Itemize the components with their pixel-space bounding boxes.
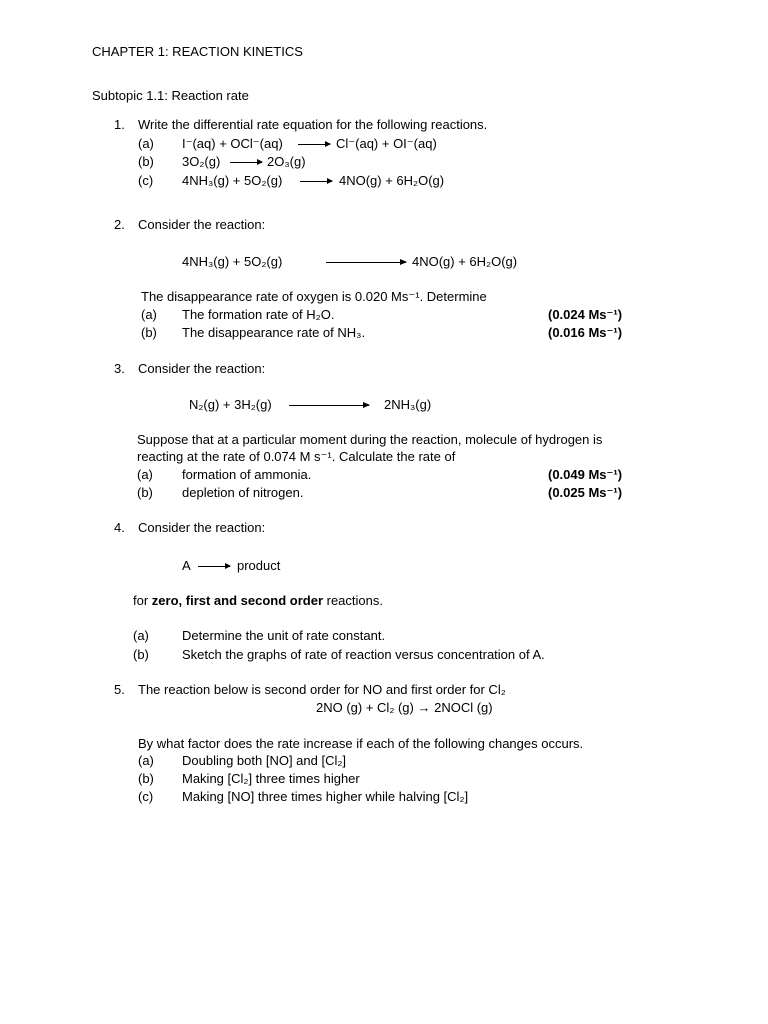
subtopic-title: Subtopic 1.1: Reaction rate [92,88,249,103]
part-label: (b) [138,771,154,786]
question-number: 4. [114,520,125,535]
question-number: 2. [114,217,125,232]
part-label: (a) [141,307,157,322]
part-text: The disappearance rate of NH₃. [182,325,366,340]
answer: (0.049 Ms⁻¹) [548,467,623,482]
question-intro-line1: Suppose that at a particular moment during the reaction, molecule of hydrogen is [137,432,603,447]
item-label: (a) [138,136,154,151]
reactants: 4NH₃(g) + 5O₂(g) [182,254,283,269]
item-label: (b) [138,154,154,169]
item-label: (c) [138,173,154,188]
reaction-arrow [298,144,330,145]
question-number: 3. [114,361,125,376]
part-text: Making [NO] three times higher while halving [Cl₂] [182,789,469,804]
reaction-arrow [326,262,406,263]
part-text: Doubling both [NO] and [Cl₂] [182,753,347,768]
question-text: Consider the reaction: [138,361,266,376]
reactants: I⁻(aq) + OCl⁻(aq) [182,136,283,151]
products: 2NH₃(g) [384,397,432,412]
part-label: (b) [141,325,157,340]
product: product [237,558,281,573]
part-text: Determine the unit of rate constant. [182,628,386,643]
question-text: Write the differential rate equation for the following reactions. [138,117,488,132]
part-label: (a) [137,467,153,482]
part-label: (a) [133,628,149,643]
reaction-arrow [300,181,332,182]
question-intro: By what factor does the rate increase if each of the following changes occurs. [138,736,584,751]
part-text: depletion of nitrogen. [182,485,304,500]
reaction-order-note: for zero, first and second order reactions. [133,593,383,608]
question-intro: The disappearance rate of oxygen is 0.020 Ms⁻¹. Determine [141,289,487,304]
part-label: (a) [138,753,154,768]
reaction-arrow [289,405,369,406]
question-intro-line2: reacting at the rate of 0.074 M s⁻¹. Calculate the rate of [137,449,456,464]
question-number: 1. [114,117,125,132]
reaction-arrow [230,162,262,163]
products: 2O₃(g) [267,154,306,169]
part-text: Making [Cl₂] three times higher [182,771,360,786]
question-text: The reaction below is second order for NO and first order for Cl₂ [138,682,506,697]
question-number: 5. [114,682,125,697]
products: Cl⁻(aq) + OI⁻(aq) [336,136,437,151]
part-text: Sketch the graphs of rate of reaction versus concentration of A. [182,647,545,662]
answer: (0.016 Ms⁻¹) [548,325,623,340]
products: 4NO(g) + 6H₂O(g) [412,254,518,269]
reactants: N₂(g) + 3H₂(g) [189,397,272,412]
chapter-title: CHAPTER 1: REACTION KINETICS [92,44,303,59]
part-label: (b) [137,485,153,500]
reactant: A [182,558,191,573]
part-text: formation of ammonia. [182,467,312,482]
reactants: 3O₂(g) [182,154,221,169]
answer: (0.024 Ms⁻¹) [548,307,623,322]
part-label: (c) [138,789,154,804]
products: 4NO(g) + 6H₂O(g) [339,173,445,188]
reaction-equation: 2NO (g) + Cl₂ (g) → 2NOCl (g) [316,700,493,715]
question-text: Consider the reaction: [138,217,266,232]
part-label: (b) [133,647,149,662]
part-text: The formation rate of H₂O. [182,307,335,322]
answer: (0.025 Ms⁻¹) [548,485,623,500]
reactants: 4NH₃(g) + 5O₂(g) [182,173,283,188]
reaction-arrow [198,566,230,567]
question-text: Consider the reaction: [138,520,266,535]
